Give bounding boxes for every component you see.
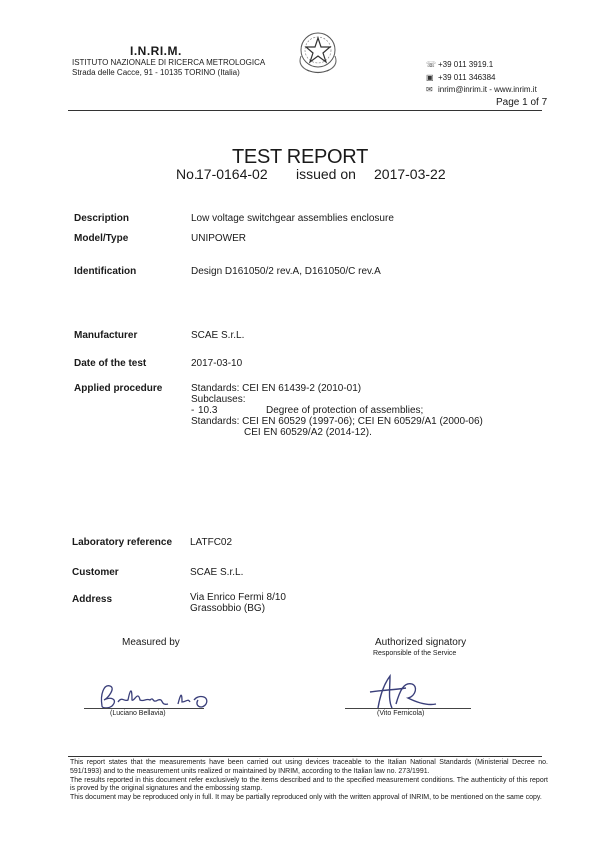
footer-notice — [70, 759, 548, 803]
measurer-signature-line — [84, 708, 204, 709]
clause-number: 10.3 — [198, 405, 218, 416]
org-full-name: ISTITUTO NAZIONALE DI RICERCA METROLOGICA — [72, 58, 266, 67]
authorized-name: (Vito Fernicola) — [377, 710, 425, 717]
procedure-standards: Standards: CEI EN 61439-2 (2010-01) — [191, 383, 362, 394]
lab-reference-label: Laboratory reference — [72, 537, 173, 548]
authorized-signatory-label: Authorized signatory — [375, 637, 467, 648]
model-label: Model/Type — [74, 233, 129, 244]
issued-label: issued on — [296, 166, 356, 182]
phone-number: +39 011 3919.1 — [438, 60, 494, 69]
fax-number: +39 011 346384 — [438, 73, 496, 82]
measured-by-label: Measured by — [122, 637, 180, 648]
model-value: UNIPOWER — [191, 233, 246, 244]
footer-divider — [68, 756, 542, 757]
header-divider — [68, 110, 542, 111]
mail-icon: ✉ — [426, 85, 433, 94]
procedure-subclauses: Subclauses: — [191, 394, 246, 405]
email-web: inrim@inrim.it - www.inrim.it — [438, 85, 537, 94]
page-number: Page 1 of 7 — [496, 97, 548, 108]
manufacturer-value: SCAE S.r.L. — [191, 330, 245, 341]
issued-date: 2017-03-22 — [374, 166, 446, 182]
measurer-name: (Luciano Bellavia) — [110, 710, 166, 717]
footer-traceability: This report states that the measurements have been carried out using devices traceable to the Italian National Standards (Ministerial Decree no. 591/1993) and to the measurement units realized or maintained by INRIM, according to the Italian law no. 273/1991. — [70, 759, 548, 775]
report-number: 17-0164-02 — [196, 166, 268, 182]
org-name: I.N.RI.M. — [130, 44, 182, 58]
test-date-label: Date of the test — [74, 358, 147, 369]
address-value — [190, 592, 286, 614]
identification-label: Identification — [74, 266, 137, 277]
customer-label: Customer — [72, 567, 119, 578]
email-contact — [426, 85, 537, 94]
phone-icon: ☏ — [426, 60, 437, 69]
footer-results: The results reported in this document refer exclusively to the items described and to the specified measurement conditions. The authenticity of this report is proved by the original signatures and the embossing stamp. — [70, 776, 548, 793]
report-title: TEST REPORT — [232, 146, 368, 168]
address-label: Address — [72, 594, 113, 605]
footer-reproduction: This document may be reproduced only in full. It may be partially reproduced only with the written approval of INRIM, to be mentioned on the same copy. — [70, 794, 542, 802]
report-number-label: No. — [176, 166, 198, 182]
lab-reference-value: LATFC02 — [190, 537, 233, 548]
responsible-label: Responsible of the Service — [373, 650, 457, 657]
authorized-signature-line — [345, 708, 471, 709]
description-label: Description — [74, 213, 130, 224]
fax-contact — [426, 73, 495, 82]
clause-description: Degree of protection of assemblies; — [266, 405, 424, 416]
org-address: Strada delle Cacce, 91 - 10135 TORINO (Italia) — [72, 68, 240, 77]
address-line-2: Grassobbio (BG) — [190, 603, 266, 614]
identification-value: Design D161050/2 rev.A, D161050/C rev.A — [191, 266, 381, 277]
address-line-1: Via Enrico Fermi 8/10 — [190, 592, 286, 603]
procedure-standards-3: CEI EN 60529/A2 (2014-12). — [244, 427, 372, 438]
fax-icon: ▣ — [426, 73, 434, 82]
manufacturer-label: Manufacturer — [74, 330, 138, 341]
procedure-clause-row — [191, 405, 483, 416]
italian-republic-emblem-icon — [293, 26, 343, 76]
procedure-label: Applied procedure — [74, 383, 163, 394]
phone-contact — [426, 60, 493, 69]
authorized-signature — [360, 668, 440, 712]
description-value: Low voltage switchgear assemblies enclosure — [191, 213, 394, 224]
procedure-block — [191, 383, 483, 438]
clause-dash: - — [191, 405, 195, 416]
procedure-standards-2: Standards: CEI EN 60529 (1997-06); CEI EN 60529/A1 (2000-06) — [191, 416, 483, 427]
customer-value: SCAE S.r.L. — [190, 567, 244, 578]
test-date-value: 2017-03-10 — [191, 358, 243, 369]
